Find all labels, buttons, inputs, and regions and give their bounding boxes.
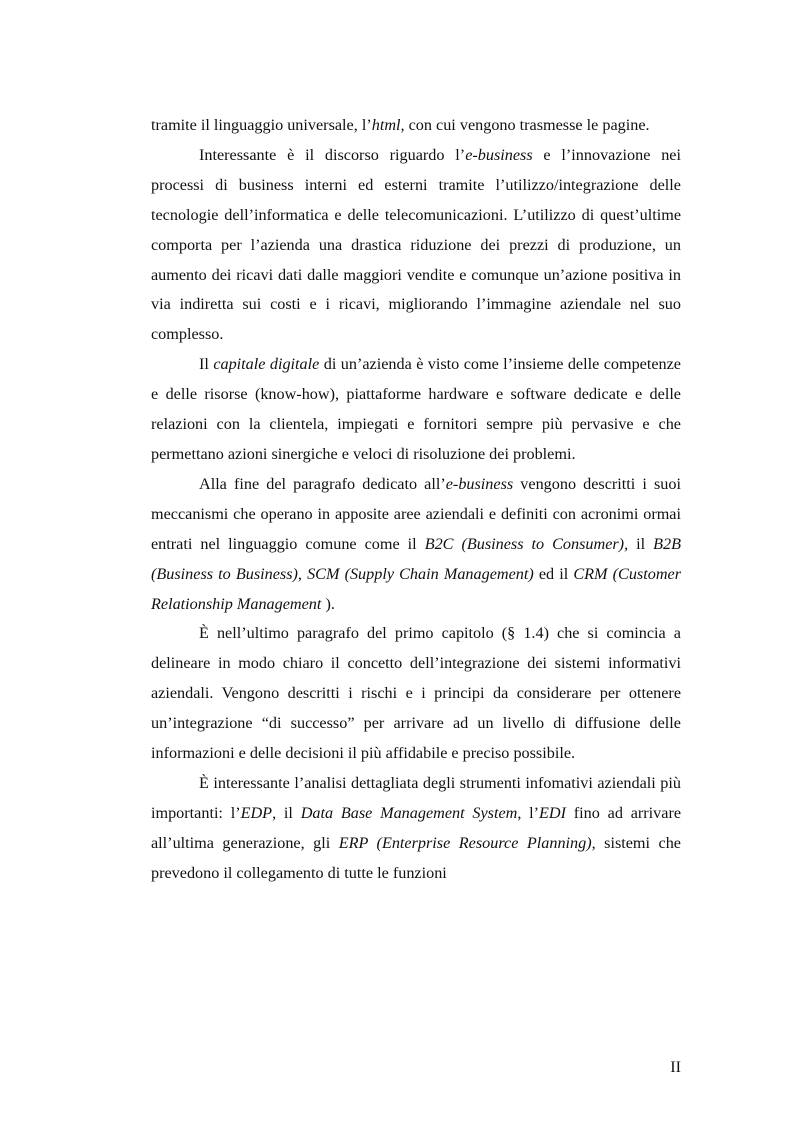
text-run: , l’ [517,803,540,822]
italic-text: html, [371,116,405,134]
text-run: il [628,534,654,553]
italic-text: B2C (Business to Consumer), [424,534,629,553]
text-run: È interessante l’analisi dettagliata degli strumenti infomativi aziendali più importanti: l’ [151,773,681,822]
text-run: tramite il linguaggio universale, l’ [151,116,372,134]
text-run: sistemi che prevedono il collegamento di tutte le funzioni [151,833,681,882]
body-text [151,111,681,889]
italic-text: e-business [445,474,514,493]
text-run: ed il [533,564,574,583]
text-run: vengono descritti i suoi meccanismi che operano in apposite aree aziendali e definiti con acronimi ormai entrati nel linguaggio comune come il [151,474,681,553]
italic-text: B2B (Business to Business), SCM (Supply Chain Management) [151,534,682,583]
paragraph [151,619,681,769]
italic-text: CRM (Customer Relationship Management [151,564,681,613]
italic-text: Data Base Management System [300,803,518,822]
text-run: ). [321,594,335,613]
paragraph [151,111,681,141]
text-run: , il [272,803,301,822]
paragraph [151,769,681,889]
page-number: II [670,1058,681,1076]
italic-text: ERP (Enterprise Resource Planning), [338,833,596,852]
text-run: Interessante è il discorso riguardo l’ [199,145,466,164]
italic-text: EDP [240,803,273,822]
paragraph [151,141,681,350]
text-run: È nell’ultimo paragrafo del primo capitolo (§ 1.4) che si comincia a delineare in modo chiaro il concetto dell’integrazione dei sistemi informativi aziendali. Vengono descritti i rischi e i principi da considerare per ottenere un’integrazione “di successo” per arrivare ad un livello di diffusione delle informazioni e delle decisioni il più affidabile e preciso possibile. [151,624,681,763]
paragraph [151,470,681,620]
text-run: fino ad arrivare all’ultima generazione, gli [151,803,682,852]
text-run: con cui vengono trasmesse le pagine. [404,116,650,134]
italic-text: EDI [539,803,567,822]
text-run: Il [199,355,214,374]
text-run: Alla fine del paragrafo dedicato all’ [199,474,446,493]
italic-text: e-business [465,145,533,164]
italic-text: capitale digitale [213,355,320,374]
text-run: e l’innovazione nei processi di business interni ed esterni tramite l’utilizzo/integrazione delle tecnologie dell’informatica e delle telecomunicazioni. L’utilizzo di quest’ultime comporta per l’azienda una drastica riduzione dei prezzi di produzione, un aumento dei ricavi dati dalle maggiori vendite e comunque un’azione positiva in via indiretta sui costi e i ricavi, migliorando l’immagine aziendale nel suo complesso. [151,145,681,344]
paragraph [151,350,681,470]
text-run: di un’azienda è visto come l’insieme delle competenze e delle risorse (know-how), piattaforme hardware e software dedicate e delle relazioni con la clientela, impiegati e fornitori sempre più pervasive e che permettano azioni sinergiche e veloci di risoluzione dei problemi. [151,355,681,463]
